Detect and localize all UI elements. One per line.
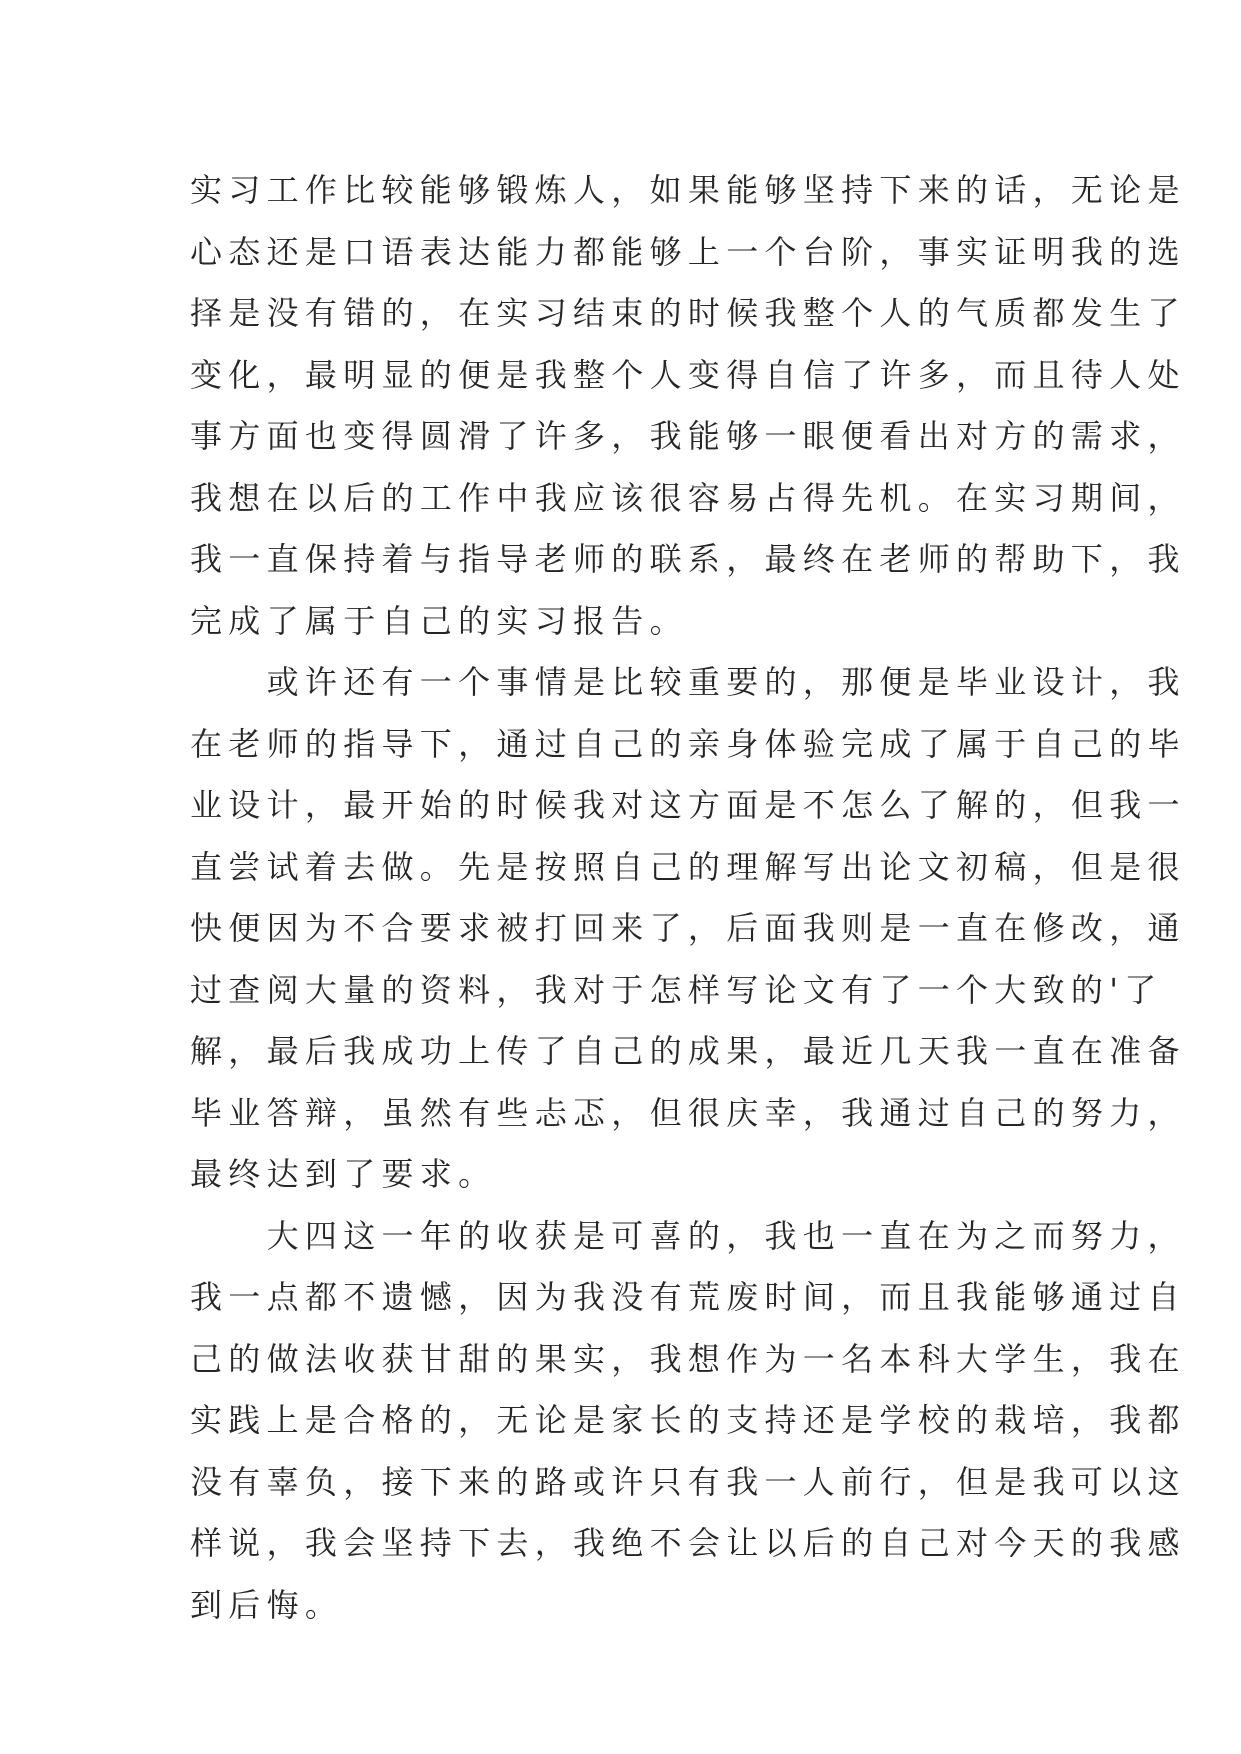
text-line: 样说，我会坚持下去，我绝不会让以后的自己对今天的我感 <box>190 1524 1186 1562</box>
text-line: 心态还是口语表达能力都能够上一个台阶，事实证明我的选 <box>190 232 1186 271</box>
text-line: 快便因为不合要求被打回来了，后面我则是一直在修改，通 <box>190 909 1186 947</box>
text-line: 择是没有错的，在实习结束的时候我整个人的气质都发生了 <box>190 294 1186 332</box>
text-line: 在老师的指导下，通过自己的亲身体验完成了属于自己的毕 <box>190 724 1186 763</box>
text-line: 完成了属于自己的实习报告。 <box>190 601 688 640</box>
text-line: 大四这一年的收获是可喜的，我也一直在为之而努力， <box>190 1216 1186 1255</box>
text-line: 或许还有一个事情是比较重要的，那便是毕业设计，我 <box>190 663 1186 701</box>
text-line: 到后悔。 <box>190 1585 344 1624</box>
text-line: 没有辜负，接下来的路或许只有我一人前行，但是我可以这 <box>190 1462 1186 1501</box>
document-body <box>190 160 1186 1636</box>
text-line: 我一直保持着与指导老师的联系，最终在老师的帮助下，我 <box>190 540 1186 578</box>
text-line: 我一点都不遗憾，因为我没有荒废时间，而且我能够通过自 <box>190 1278 1186 1316</box>
text-line: 直尝试着去做。先是按照自己的理解写出论文初稿，但是很 <box>190 847 1186 886</box>
text-line: 实践上是合格的，无论是家长的支持还是学校的栽培，我都 <box>190 1401 1186 1439</box>
text-line: 事方面也变得圆滑了许多，我能够一眼便看出对方的需求， <box>190 417 1186 455</box>
text-line: 我想在以后的工作中我应该很容易占得先机。在实习期间， <box>190 478 1186 517</box>
text-line: 解，最后我成功上传了自己的成果，最近几天我一直在准备 <box>190 1032 1186 1070</box>
text-line: 过查阅大量的资料，我对于怎样写论文有了一个大致的'了 <box>190 970 1163 1009</box>
text-line: 毕业答辩，虽然有些忐忑，但很庆幸，我通过自己的努力， <box>190 1093 1186 1132</box>
text-line: 最终达到了要求。 <box>190 1155 497 1193</box>
text-line: 业设计，最开始的时候我对这方面是不怎么了解的，但我一 <box>190 786 1186 824</box>
text-line: 己的做法收获甘甜的果实，我想作为一名本科大学生，我在 <box>190 1339 1186 1378</box>
text-line: 实习工作比较能够锻炼人，如果能够坚持下来的话，无论是 <box>190 171 1186 209</box>
text-line: 变化，最明显的便是我整个人变得自信了许多，而且待人处 <box>190 355 1186 394</box>
